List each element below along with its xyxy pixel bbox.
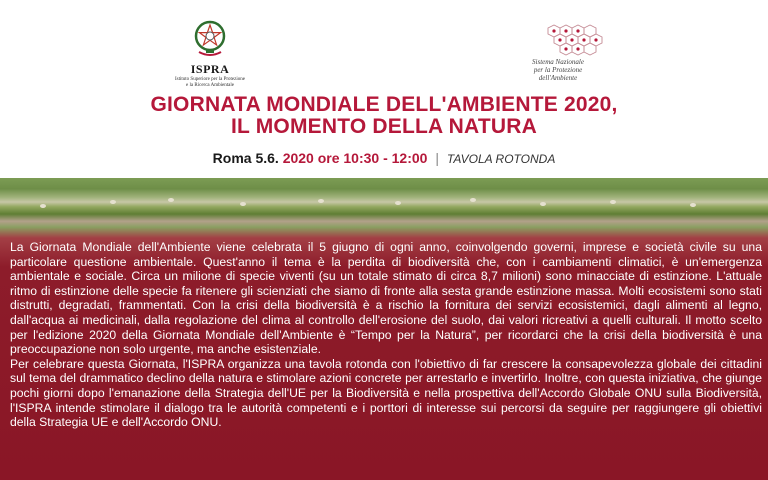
hay-bale: [168, 198, 174, 202]
title-line-1: GIORNATA MONDIALE DELL'AMBIENTE 2020,: [150, 93, 618, 116]
hay-bale: [470, 198, 476, 202]
description-paragraph-2: Per celebrare questa Giornata, l'ISPRA organizza una tavola rotonda con l'obiettivo di far crescere la consapevolezza globale dei cittadini sul tema del drammatico declino della natura e stimolare azioni concrete per arrestarlo e invertirlo. Inoltre, con questa iniziativa, che giunge pochi giorni dopo l'emanazione della Strategia dell'UE per la Biodiversità e nella prospettiva dell'Accordo Globale ONU sulla Biodiversità, l'ISPRA intende stimolare il dialogo tra le autorità competenti e i porttori di interesse sui percorsi da seguire per raggiungere gli obiettivi della Strategia UE e dell'Accordo ONU.: [10, 356, 762, 430]
ispra-name: ISPRA: [190, 62, 230, 76]
snpa-name: [512, 58, 604, 82]
snpa-line-1: Sistema Nazionale: [532, 58, 584, 66]
italian-emblem-icon: [193, 16, 227, 60]
description-paragraph-1: La Giornata Mondiale dell'Ambiente viene celebrata il 5 giugno di ogni anno, coinvolgendo governi, imprese e società civile su una particolare questione ambientale. Quest'anno il tema è la perdita di biodiversità che, con i cambiamenti climatici, è un'emergenza ambientale e sociale. Circa un milione di specie viventi (su un totale stimato di circa 8,7 milioni) sono minacciate di estinzione. L'attuale ritmo di estinzione delle specie fa ritenere gli scienziati che siamo di fronte alla sesta grande estinzione massa. Molti ecosistemi sono stati distrutti, degradati, frammentati. Con la crisi della biodiversità è a rischio la fornitura dei servizi ecosistemici, dagli alimenti al legno, dall'acqua ai medicinali, dalla regolazione del clima al controllo dell'erosione del suolo, dai valori ricreativi a quelli culturali. Il motto scelto per l'edizione 2020 della Giornata Mondiale dell'Ambiente è “Tempo per la Natura”, per ricordarci che la crisi della biodiversità è una preoccupazione non solo urgente, ma anche esistenziale.: [10, 240, 762, 357]
event-time: 2020 ore 10:30 - 12:00: [282, 150, 428, 166]
event-description: [10, 240, 762, 430]
ispra-logo: [170, 16, 250, 88]
hay-bale: [690, 203, 696, 207]
header: [0, 0, 768, 178]
event-place-date: Roma 5.6.: [212, 150, 279, 166]
snpa-line-2: per la Protezione: [533, 66, 583, 74]
hay-bale: [395, 201, 401, 205]
title-line-2: IL MOMENTO DELLA NATURA: [231, 115, 537, 138]
snpa-logo: [508, 22, 628, 82]
hay-bale: [540, 202, 546, 206]
hexagon-cluster-icon: [508, 22, 618, 62]
event-separator: |: [435, 150, 439, 166]
hay-bale: [318, 199, 324, 203]
snpa-line-3: dell'Ambiente: [538, 74, 578, 82]
ispra-subtitle-1: Istituto Superiore per la Protezione: [175, 77, 245, 82]
event-details: [0, 150, 768, 166]
page-title: [0, 94, 768, 138]
event-type: TAVOLA ROTONDA: [446, 152, 556, 166]
hay-bale: [40, 204, 46, 208]
hay-bale: [610, 200, 616, 204]
field-photo: [0, 178, 768, 238]
ispra-subtitle-2: e la Ricerca Ambientale: [186, 83, 234, 88]
hay-bale: [110, 200, 116, 204]
hay-bale: [240, 202, 246, 206]
